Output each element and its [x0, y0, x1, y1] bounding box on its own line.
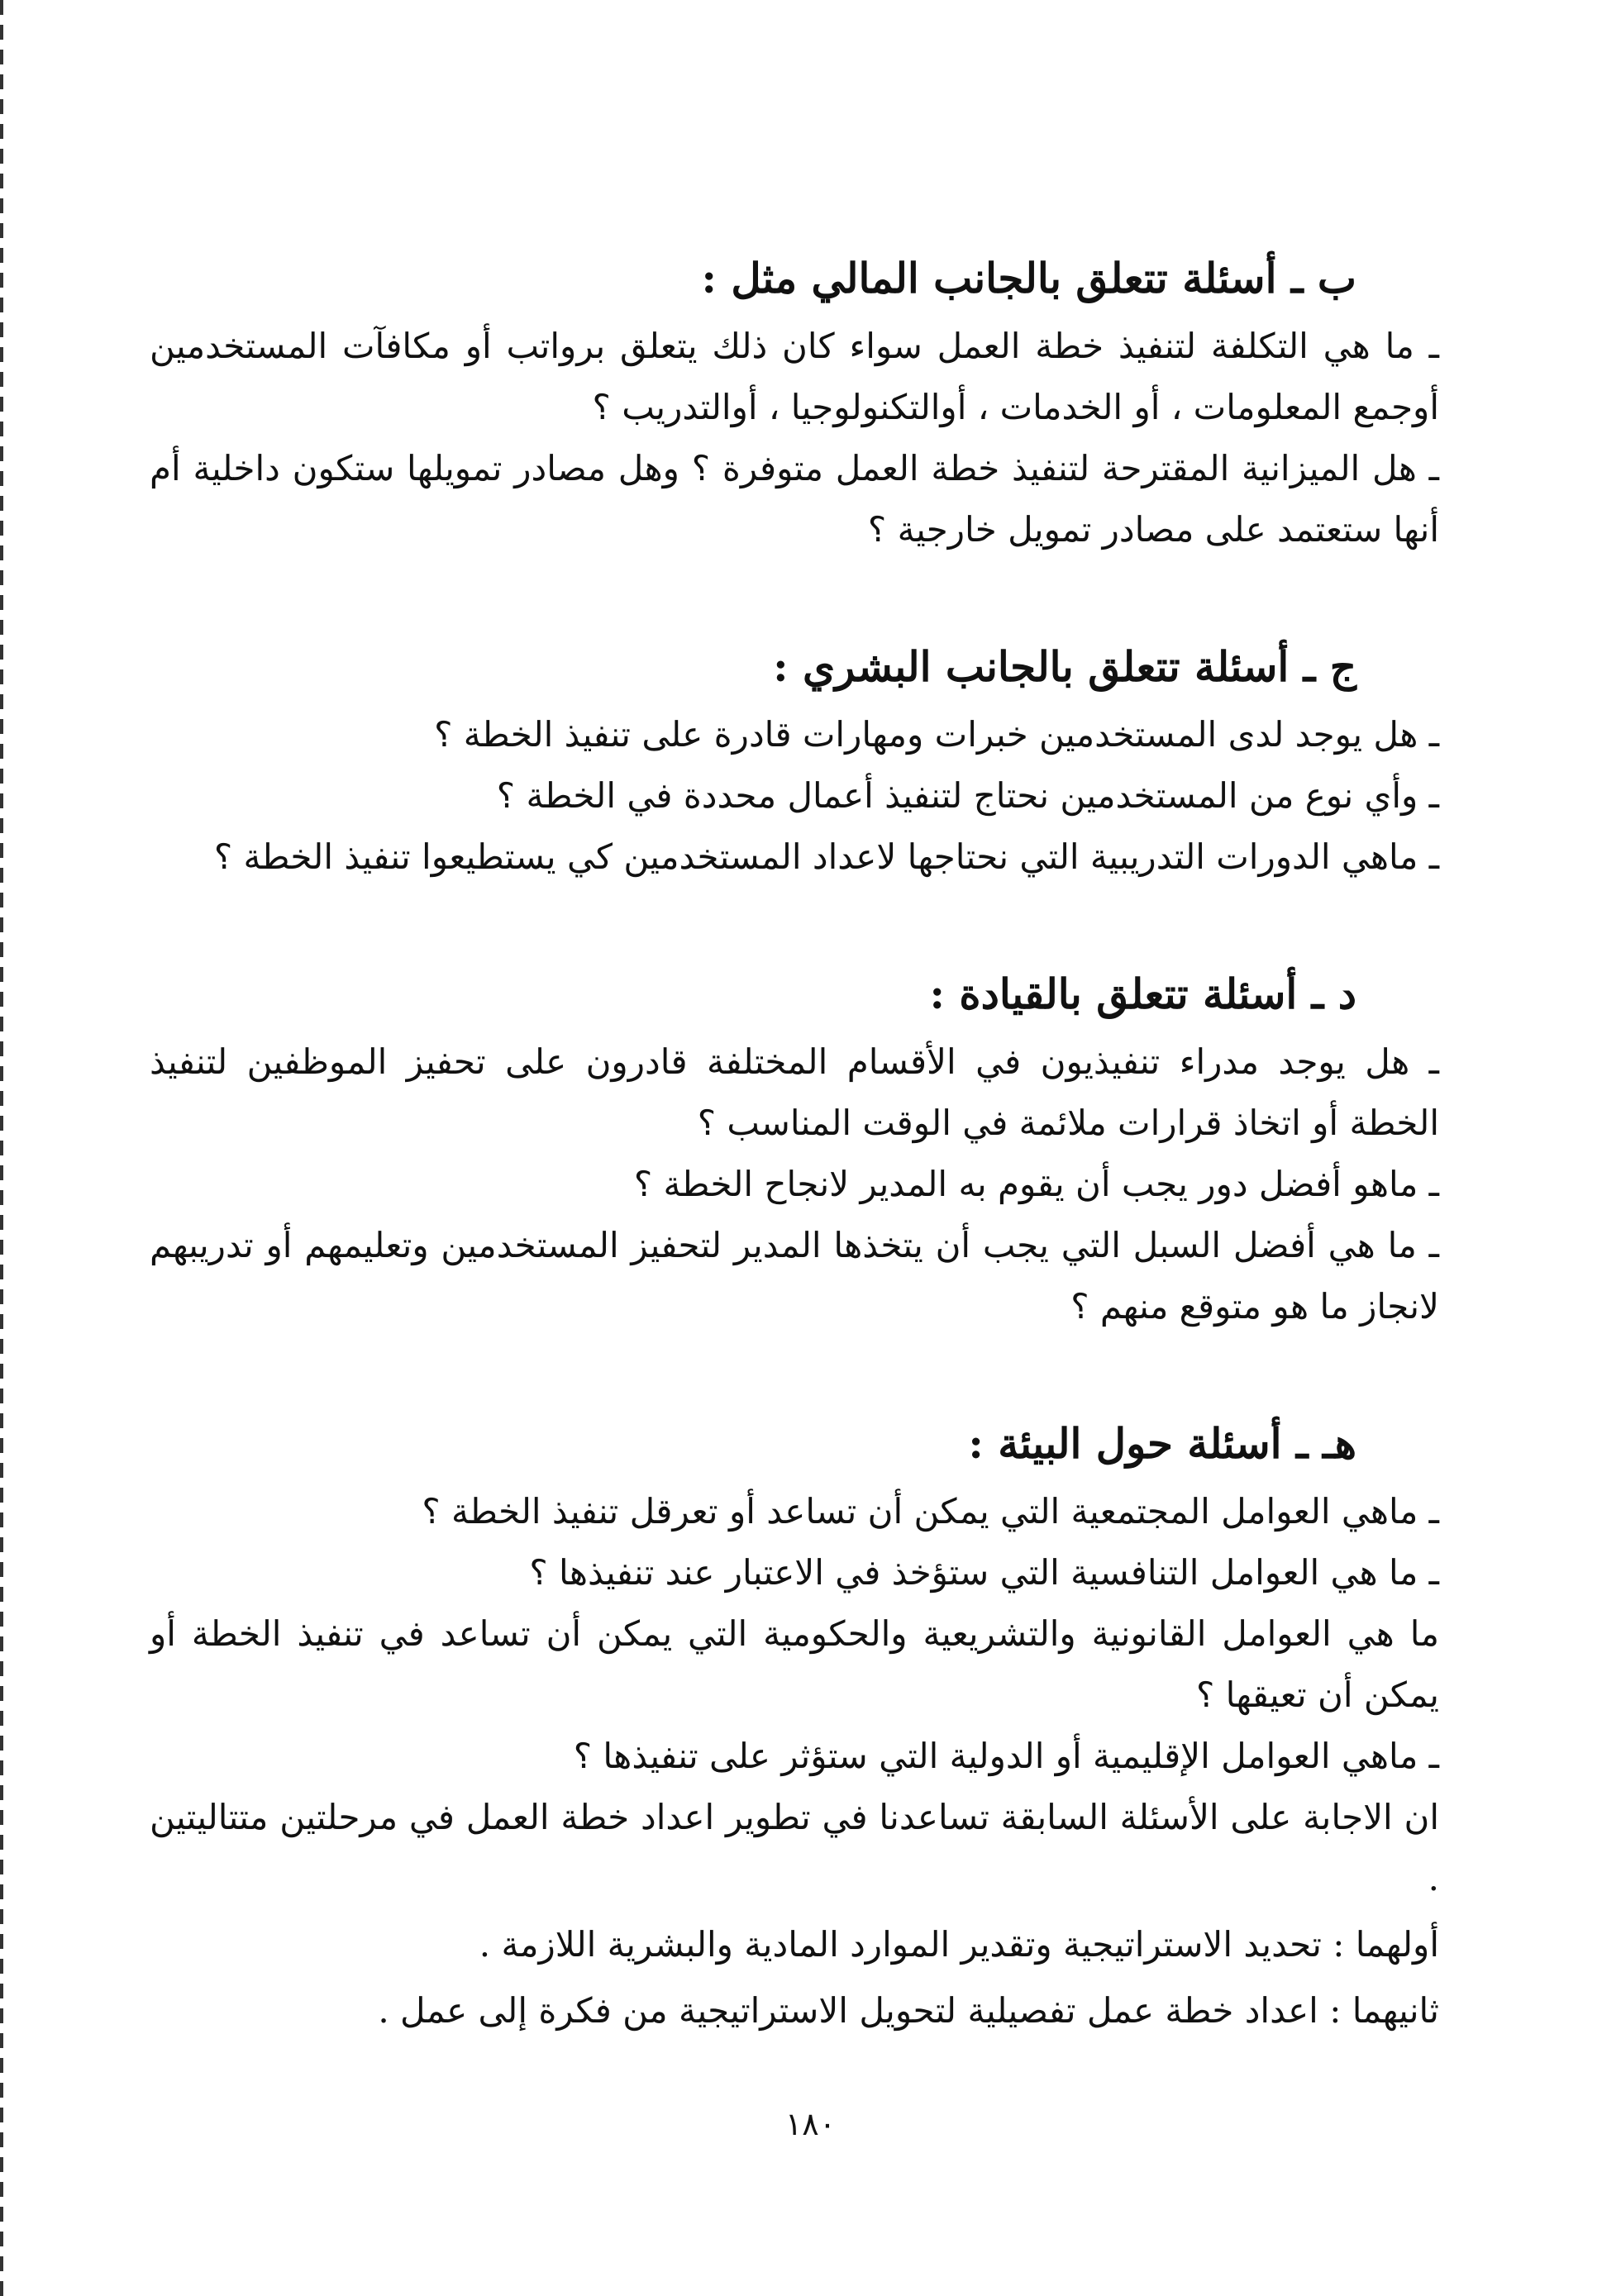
question-item: ـ وأي نوع من المستخدمين نحتاج لتنفيذ أعمال محددة في الخطة ؟: [496, 775, 1439, 816]
section-human: [150, 636, 1439, 888]
stage-two: ثانيهما : اعداد خطة عمل تفصيلية لتحويل الاستراتيجية من فكرة إلى عمل .: [378, 1990, 1439, 2031]
question-item: ـ ما هي العوامل التنافسية التي ستؤخذ في الاعتبار عند تنفيذها ؟: [529, 1552, 1439, 1593]
page-number: ١٨٠: [784, 2106, 837, 2142]
question-item: ـ هل يوجد لدى المستخدمين خبرات ومهارات قادرة على تنفيذ الخطة ؟: [434, 714, 1439, 755]
question-item: ـ ما هي أفضل السبل التي يجب أن يتخذها المدير لتحفيز المستخدمين وتعليمهم أو تدريبهم لانجاز ما هو متوقع منهم ؟: [150, 1225, 1439, 1327]
question-item: ـ هل يوجد مدراء تنفيذيون في الأقسام المختلفة قادرون على تحفيز الموظفين لتنفيذ الخطة أو اتخاذ قرارات ملائمة في الوقت المناسب ؟: [150, 1041, 1439, 1143]
section-heading: هـ ـ أسئلة حول البيئة :: [968, 1419, 1356, 1468]
question-item: ـ ماهي الدورات التدريبية التي نحتاجها لاعداد المستخدمين كي يستطيعوا تنفيذ الخطة ؟: [213, 836, 1439, 877]
section-leadership: [150, 964, 1439, 1337]
section-financial: [150, 248, 1439, 560]
question-item: ـ ماهي العوامل الإقليمية أو الدولية التي ستؤثر على تنفيذها ؟: [573, 1736, 1439, 1776]
conclusion-paragraph: ان الاجابة على الأسئلة السابقة تساعدنا في تطوير اعداد خطة العمل في مرحلتين متتاليتين .: [150, 1797, 1439, 1898]
section-heading: د ـ أسئلة تتعلق بالقيادة :: [929, 969, 1356, 1018]
question-item: ما هي العوامل القانونية والتشريعية والحكومية التي يمكن أن تساعد في تنفيذ الخطة أو يمكن أن تعيقها ؟: [150, 1613, 1439, 1715]
question-item: ـ ماهي العوامل المجتمعية التي يمكن أن تساعد أو تعرقل تنفيذ الخطة ؟: [422, 1491, 1439, 1531]
section-environment: [150, 1413, 1439, 2041]
section-heading: ج ـ أسئلة تتعلق بالجانب البشري :: [773, 642, 1356, 691]
question-item: ـ ما هي التكلفة لتنفيذ خطة العمل سواء كان ذلك يتعلق برواتب أو مكافآت المستخدمين أوجمع المعلومات ، أو الخدمات ، أوالتكنولوجيا ، أوالتدريب ؟: [150, 326, 1439, 427]
question-item: ـ ماهو أفضل دور يجب أن يقوم به المدير لانجاح الخطة ؟: [633, 1164, 1439, 1204]
question-item: ـ هل الميزانية المقترحة لتنفيذ خطة العمل متوفرة ؟ وهل مصادر تمويلها ستكون داخلية أم أنها ستعتمد على مصادر تمويل خارجية ؟: [150, 448, 1439, 550]
section-heading: ب ـ أسئلة تتعلق بالجانب المالي مثل :: [701, 254, 1356, 302]
scan-edge-marks: [0, 0, 3, 2296]
stage-one: أولهما : تحديد الاستراتيجية وتقدير الموارد المادية والبشرية اللازمة .: [479, 1924, 1439, 1965]
document-page: [150, 248, 1439, 2117]
